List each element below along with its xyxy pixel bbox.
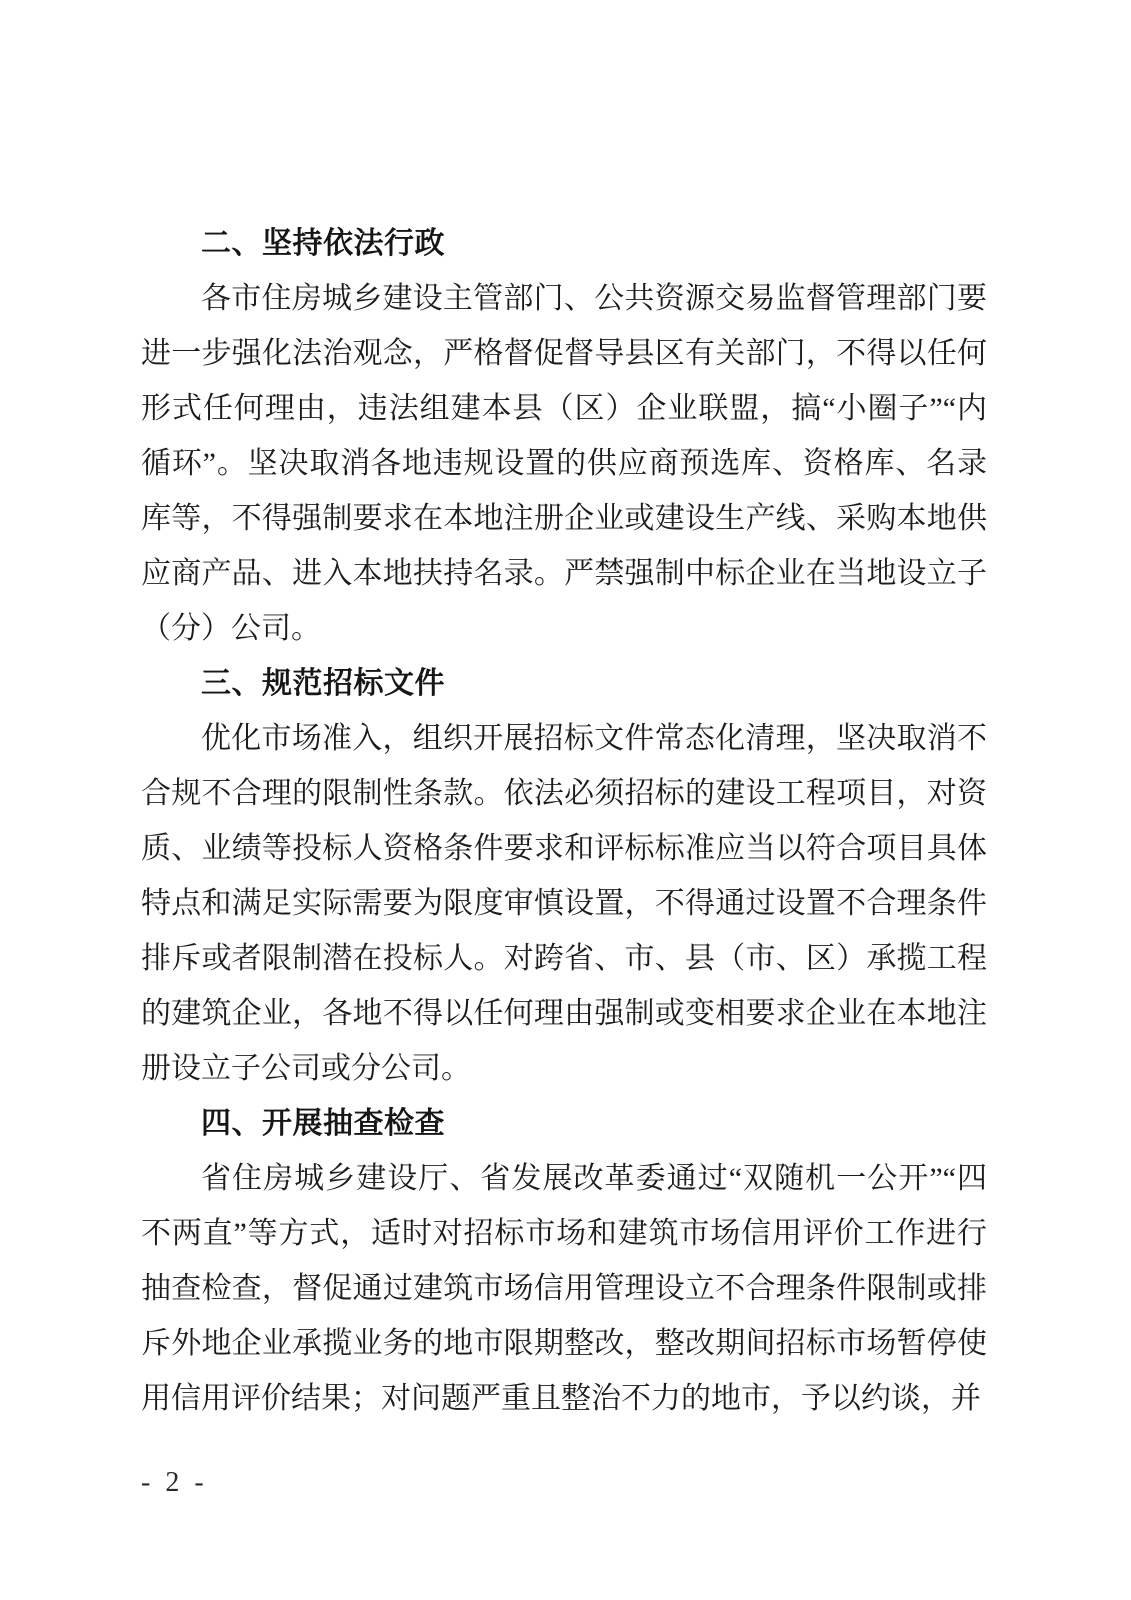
section-standardizing-bidding-documents — [141, 656, 987, 1096]
section-upholding-law-based-administration — [141, 216, 987, 656]
section-spot-check-inspections — [141, 1096, 987, 1426]
document-body — [141, 216, 987, 1426]
paragraph: 各市住房城乡建设主管部门、公共资源交易监督管理部门要进一步强化法治观念，严格督促督导县区有关部门，不得以任何形式任何理由，违法组建本县（区）企业联盟，搞“小圈子”“内循环”。坚决取消各地违规设置的供应商预选库、资格库、名录库等，不得强制要求在本地注册企业或建设生产线、采购本地供应商产品、进入本地扶持名录。严禁强制中标企业在当地设立子（分）公司。 — [141, 282, 987, 645]
paragraph: 省住房城乡建设厅、省发展改革委通过“双随机一公开”“四不两直”等方式，适时对招标市场和建筑市场信用评价工作进行抽查检查，督促通过建筑市场信用管理设立不合理条件限制或排斥外地企业承揽业务的地市限期整改，整改期间招标市场暂停使用信用评价结果；对问题严重且整治不力的地市，予以约谈，并 — [141, 1162, 987, 1415]
page-number: - 2 - — [141, 1467, 208, 1498]
section-heading: 三、规范招标文件 — [201, 667, 445, 700]
section-heading: 四、开展抽查检查 — [201, 1107, 445, 1140]
paragraph: 优化市场准入，组织开展招标文件常态化清理，坚决取消不合规不合理的限制性条款。依法必须招标的建设工程项目，对资质、业绩等投标人资格条件要求和评标标准应当以符合项目具体特点和满足实际需要为限度审慎设置，不得通过设置不合理条件排斥或者限制潜在投标人。对跨省、市、县（市、区）承揽工程的建筑企业，各地不得以任何理由强制或变相要求企业在本地注册设立子公司或分公司。 — [141, 722, 987, 1085]
section-heading: 二、坚持依法行政 — [201, 227, 445, 260]
page-footer — [141, 1466, 208, 1500]
